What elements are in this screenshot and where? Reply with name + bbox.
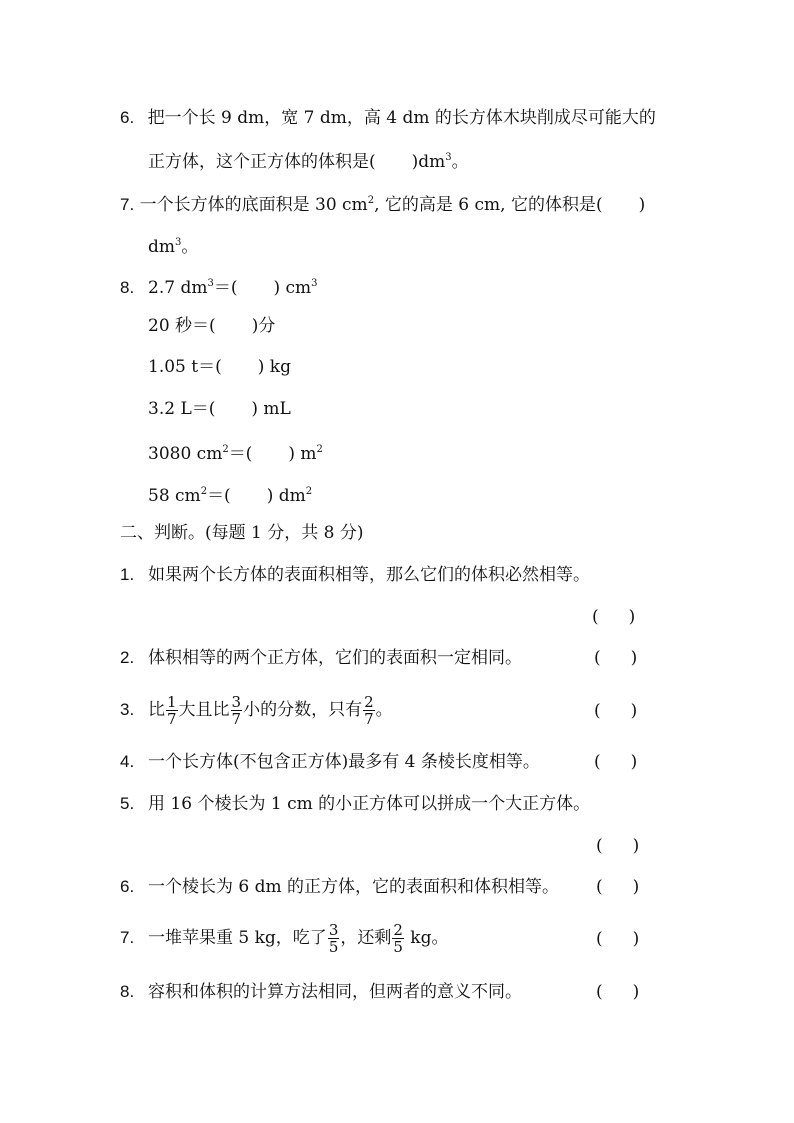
equals-paren: ＝(	[191, 399, 216, 419]
paren-close: )	[638, 195, 646, 215]
fraction: $\frac{2}{7}$	[364, 693, 374, 728]
conversion-right: ) cm	[273, 278, 312, 298]
equals-paren: ＝(	[192, 316, 216, 336]
q8-item-2	[148, 314, 275, 338]
judge-item-5	[120, 792, 590, 816]
answer-paren[interactable]: ( )	[594, 648, 638, 668]
question-number: 1.	[120, 565, 135, 584]
question-number: 8.	[120, 278, 135, 297]
question-text: 比	[148, 700, 165, 720]
question-text: 一个棱长为 6 dm 的正方体，它的表面积和体积相等。	[148, 877, 560, 897]
question-number: 7.	[120, 928, 135, 947]
q8-item-6	[148, 480, 312, 508]
superscript: 2	[367, 195, 375, 206]
conversion-left: 2.7 dm	[148, 278, 208, 298]
question-text: kg。	[404, 928, 449, 948]
superscript: 2	[316, 444, 323, 455]
fraction: $\frac{2}{5}$	[393, 921, 403, 956]
question-number: 6.	[120, 108, 135, 127]
question-number: 6.	[120, 877, 135, 896]
question-text: 一个长方体的底面积是 30 cm	[139, 195, 368, 215]
question-text: 体积相等的两个正方体，它们的表面积一定相同。	[148, 648, 522, 668]
superscript: 3	[445, 152, 452, 163]
question-text: 容积和体积的计算方法相同，但两者的意义不同。	[148, 982, 522, 1002]
question-number: 7.	[120, 195, 135, 214]
judge-item-3	[120, 694, 393, 727]
q7-line1	[120, 189, 645, 217]
q7-line2	[148, 231, 198, 259]
q6-line1	[120, 106, 656, 130]
judge-item-4	[120, 750, 540, 774]
equals-paren: ＝(	[207, 486, 231, 506]
judge-item-8	[120, 980, 522, 1004]
question-number: 3.	[120, 700, 135, 719]
question-text: 小的分数，只有	[243, 700, 363, 720]
answer-paren[interactable]: ( )	[592, 607, 636, 627]
section-title: 二、判断。(每题 1 分，共 8 分)	[120, 523, 364, 543]
answer-paren[interactable]: ( )	[596, 982, 640, 1002]
conversion-right: ) mL	[251, 399, 291, 419]
question-text: 大且比	[178, 700, 230, 720]
q6-line2	[148, 146, 469, 174]
conversion-right: ) m	[288, 444, 317, 464]
superscript: 3	[175, 237, 182, 248]
q8-item-5	[148, 438, 323, 466]
superscript: 2	[200, 486, 208, 497]
conversion-left: 1.05 t	[148, 357, 199, 377]
question-number: 5.	[120, 794, 135, 813]
equals-paren: ＝(	[213, 278, 238, 298]
fraction: $\frac{1}{7}$	[167, 693, 177, 728]
superscript: 3	[311, 278, 318, 289]
question-text: 一个长方体(不包含正方体)最多有 4 条棱长度相等。	[148, 752, 540, 772]
fraction: $\frac{3}{5}$	[328, 921, 339, 956]
judge-item-2	[120, 646, 522, 670]
answer-paren[interactable]: ( )	[594, 701, 638, 721]
superscript: 2	[222, 444, 229, 455]
conversion-right: ) dm	[266, 486, 306, 506]
question-text: 把一个长 9 dm，宽 7 dm，高 4 dm 的长方体木块削成尽可能大的	[147, 108, 656, 128]
question-text: ，还剩	[340, 928, 392, 948]
answer-paren[interactable]: ( )	[596, 836, 640, 856]
conversion-right: )分	[251, 316, 276, 336]
judge-item-1	[120, 563, 590, 587]
q8-item-3	[148, 355, 291, 379]
conversion-left: 20 秒	[148, 316, 193, 336]
equals-paren: ＝(	[228, 444, 253, 464]
question-text: 正方体，这个正方体的体积是(	[148, 152, 376, 172]
q8-item-4	[148, 397, 291, 421]
conversion-right: ) kg	[257, 357, 291, 377]
conversion-left: 3080 cm	[148, 444, 223, 464]
question-number: 4.	[120, 752, 135, 771]
question-number: 8.	[120, 982, 135, 1001]
answer-paren[interactable]: ( )	[596, 929, 640, 949]
conversion-left: 58 cm	[148, 486, 201, 506]
equals-paren: ＝(	[198, 357, 222, 377]
question-text: 如果两个长方体的表面积相等，那么它们的体积必然相等。	[148, 565, 590, 585]
answer-paren[interactable]: ( )	[596, 877, 640, 897]
question-text: , 它的高是 6 cm, 它的体积是(	[374, 195, 603, 215]
punctuation: 。	[375, 700, 393, 720]
superscript: 2	[305, 486, 313, 497]
question-text: 用 16 个棱长为 1 cm 的小正方体可以拼成一个大正方体。	[148, 794, 591, 814]
judge-item-7	[120, 922, 449, 955]
superscript: 3	[207, 278, 214, 289]
question-number: 2.	[120, 648, 135, 667]
question-text: 一堆苹果重 5 kg，吃了	[148, 928, 327, 948]
answer-paren[interactable]: ( )	[594, 752, 638, 772]
conversion-left: 3.2 L	[148, 399, 192, 419]
unit-text: )dm	[411, 152, 446, 172]
unit-text: dm	[148, 237, 176, 257]
q8-item-1	[120, 272, 318, 300]
judge-item-6	[120, 875, 559, 899]
punctuation: 。	[181, 237, 199, 257]
punctuation: 。	[451, 152, 469, 172]
fraction: $\frac{3}{7}$	[231, 693, 242, 728]
